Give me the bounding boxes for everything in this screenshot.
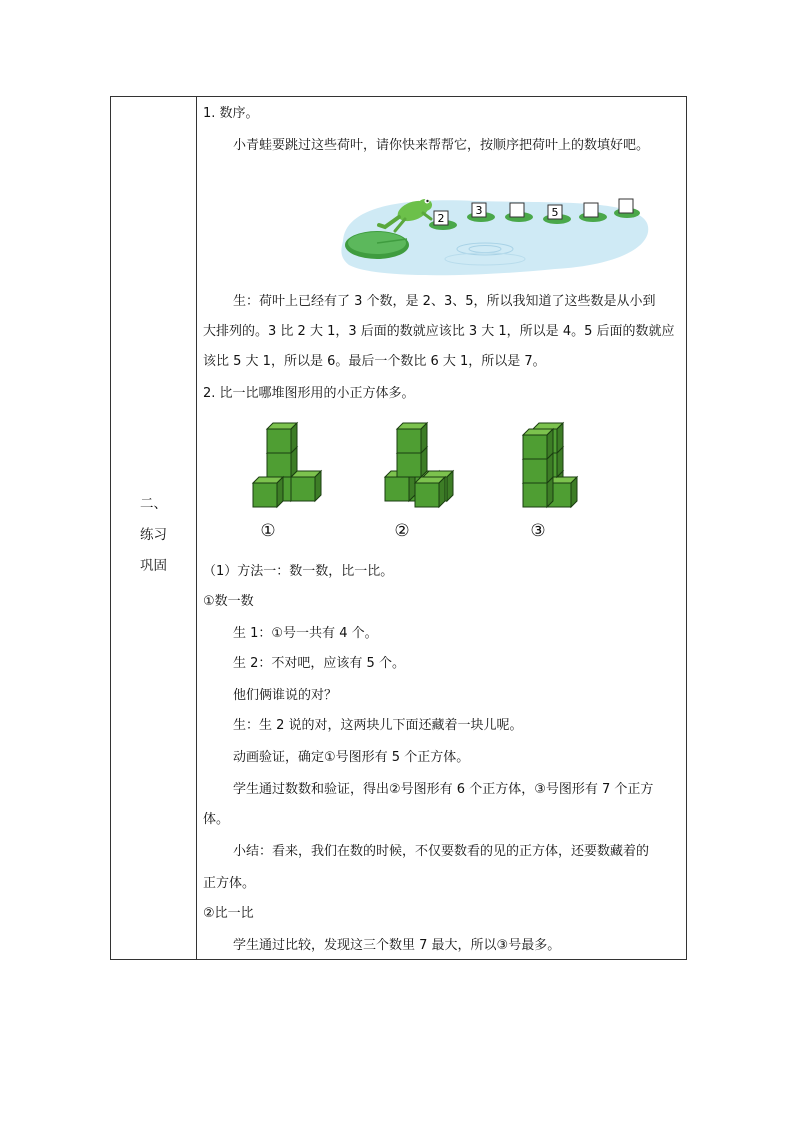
method1-sub2: ②比一比: [203, 906, 254, 921]
question-line: 他们俩谁说的对？: [233, 688, 338, 703]
q1-answer-line2: 大排列的。3 比 2 大 1，3 后面的数就应该比 3 大 1，所以是 4。5 后面的数就应: [203, 324, 675, 339]
student1-line: 生 1：①号一共有 4 个。: [233, 626, 378, 641]
q1-answer-line1: 生：荷叶上已经有了 3 个数，是 2、3、5，所以我知道了这些数是从小到: [233, 294, 656, 309]
q1-title: 1. 数序。: [203, 106, 259, 121]
conclusion-line2: 体。: [203, 812, 230, 827]
figure-label-2: ②: [394, 521, 410, 541]
section-label: [111, 489, 196, 582]
final-line: 学生通过比较，发现这三个数里 7 最大，所以③号最多。: [233, 938, 561, 953]
verify-line: 动画验证，确定①号图形有 5 个正方体。: [233, 750, 470, 765]
section-label-line3: 巩固: [140, 558, 167, 574]
cube-stack-3: [523, 423, 577, 507]
q2-title: 2. 比一比哪堆图形用的小正方体多。: [203, 386, 415, 401]
pad-number: 2: [437, 212, 445, 225]
figure-label-1: ①: [260, 521, 276, 541]
pad-number: 3: [475, 204, 483, 217]
conclusion-line1: 学生通过数数和验证，得出②号图形有 6 个正方体，③号图形有 7 个正方: [233, 782, 654, 797]
lesson-table: [110, 96, 687, 960]
method1-title: （1）方法一：数一数，比一比。: [203, 564, 394, 579]
cube-stacks-figure: [237, 417, 597, 517]
cube-stack-2: [385, 423, 453, 507]
pond-illustration: [335, 191, 655, 281]
student2-line: 生 2：不对吧，应该有 5 个。: [233, 656, 405, 671]
figure-label-3: ③: [530, 521, 546, 541]
section-label-line1: 二、: [140, 496, 167, 512]
pad-number: 5: [551, 206, 559, 219]
method1-sub1: ①数一数: [203, 594, 254, 609]
answer-line: 生：生 2 说的对，这两块儿下面还藏着一块儿呢。: [233, 718, 523, 733]
summary-line2: 正方体。: [203, 876, 256, 891]
q1-prompt: 小青蛙要跳过这些荷叶，请你快来帮帮它，按顺序把荷叶上的数填好吧。: [233, 138, 650, 153]
content-cell: [197, 97, 686, 959]
section-label-line2: 练习: [140, 527, 167, 543]
summary-line1: 小结：看来，我们在数的时候，不仅要数看的见的正方体，还要数藏着的: [233, 844, 650, 859]
cube-stack-1: [253, 423, 321, 507]
q1-answer-line3: 该比 5 大 1，所以是 6。最后一个数比 6 大 1，所以是 7。: [203, 354, 546, 369]
